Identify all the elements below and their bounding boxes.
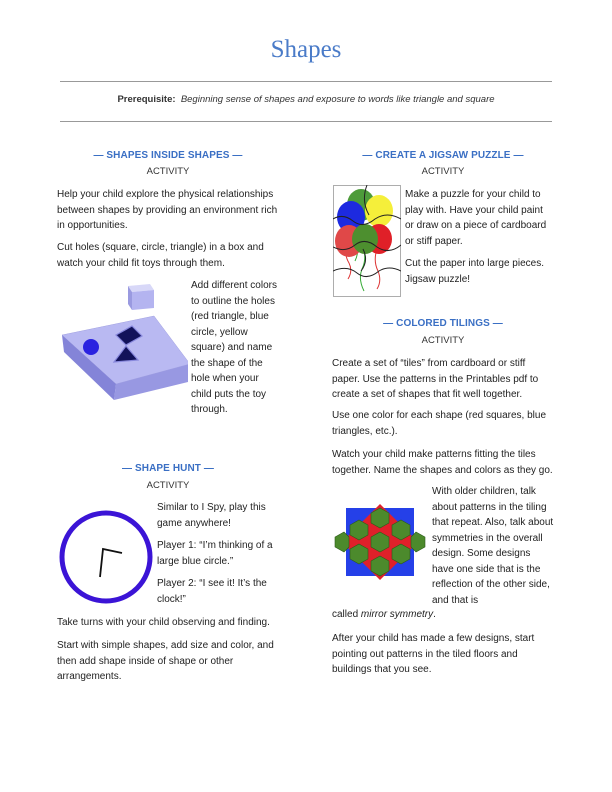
tilings-p1: Create a set of “tiles” from cardboard or stiff paper. Use the patterns in the Printables pdf to create a set of shapes that fit well together. <box>332 358 539 400</box>
prerequisite <box>60 94 552 105</box>
prerequisite-text: Beginning sense of shapes and exposure to words like triangle and square <box>180 94 495 105</box>
tilings-p4-end <box>332 607 554 623</box>
subheading-activity-3: ACTIVITY <box>421 166 465 177</box>
subheading-activity-4: ACTIVITY <box>421 335 465 346</box>
shape-hunt-p5: Start with simple shapes, add size and color, and then add shape inside of shape or other arrangements. <box>57 640 274 682</box>
shape-hunt-p4: Take turns with your child observing and finding. <box>57 617 270 628</box>
subheading-activity-2: ACTIVITY <box>146 480 190 491</box>
jigsaw-p1: Make a puzzle for your child to play with. Have your child paint or draw on a piece of cardboard or stiff paper. <box>405 189 547 247</box>
subheading-activity: ACTIVITY <box>146 166 190 177</box>
shape-sorter-box-icon <box>58 280 188 400</box>
shape-hunt-p2: Player 1: “I’m thinking of a large blue circle.” <box>157 540 273 567</box>
shapes-inside-p1: Help your child explore the physical relationships between shapes by providing an environment rich in opportunities. <box>57 189 278 231</box>
bottom-divider <box>60 121 552 122</box>
jigsaw-p2: Cut the paper into large pieces. Jigsaw puzzle! <box>405 258 544 285</box>
clock-icon <box>58 509 154 605</box>
mirror-symmetry-term: mirror symmetry <box>360 609 434 620</box>
top-divider <box>60 81 552 82</box>
tilings-p4-period: . <box>433 609 436 620</box>
tilings-p4-called: called <box>332 609 359 620</box>
balloon-puzzle-icon <box>333 185 401 297</box>
shapes-inside-p3: Add different colors to outline the holes (red triangle, blue circle, yellow square) and name the shape of the hole when your child puts the toy through. <box>191 280 277 415</box>
heading-shapes-inside-shapes: — SHAPES INSIDE SHAPES — <box>93 150 243 161</box>
tilings-p4: With older children, talk about patterns in the tiling that repeat. Also, talk about symmetries in the overall design. Some designs have one side that is the reflection of the other side, and that is <box>432 486 554 606</box>
prerequisite-label: Prerequisite: <box>117 94 176 105</box>
tilings-p5: After your child has made a few designs, start pointing out patterns in the tiled floors and buildings that you see. <box>332 633 535 675</box>
heading-shape-hunt: — SHAPE HUNT — <box>122 463 214 474</box>
tilings-p2: Use one color for each shape (red squares, blue triangles, etc.). <box>332 410 547 437</box>
page-title: Shapes <box>270 36 342 63</box>
heading-colored-tilings: — COLORED TILINGS — <box>383 318 503 329</box>
heading-create-jigsaw-puzzle: — CREATE A JIGSAW PUZZLE — <box>362 150 524 161</box>
tilings-p3: Watch your child make patterns fitting the tiles together. Name the shapes and colors as they go. <box>332 449 553 476</box>
shape-hunt-p1: Similar to I Spy, play this game anywhere! <box>157 502 266 529</box>
hexagon-tiling-icon <box>332 494 428 590</box>
shape-hunt-p3: Player 2: “I see it! It’s the clock!” <box>157 578 267 605</box>
shapes-inside-p2: Cut holes (square, circle, triangle) in a box and watch your child fit toys through them. <box>57 242 264 269</box>
